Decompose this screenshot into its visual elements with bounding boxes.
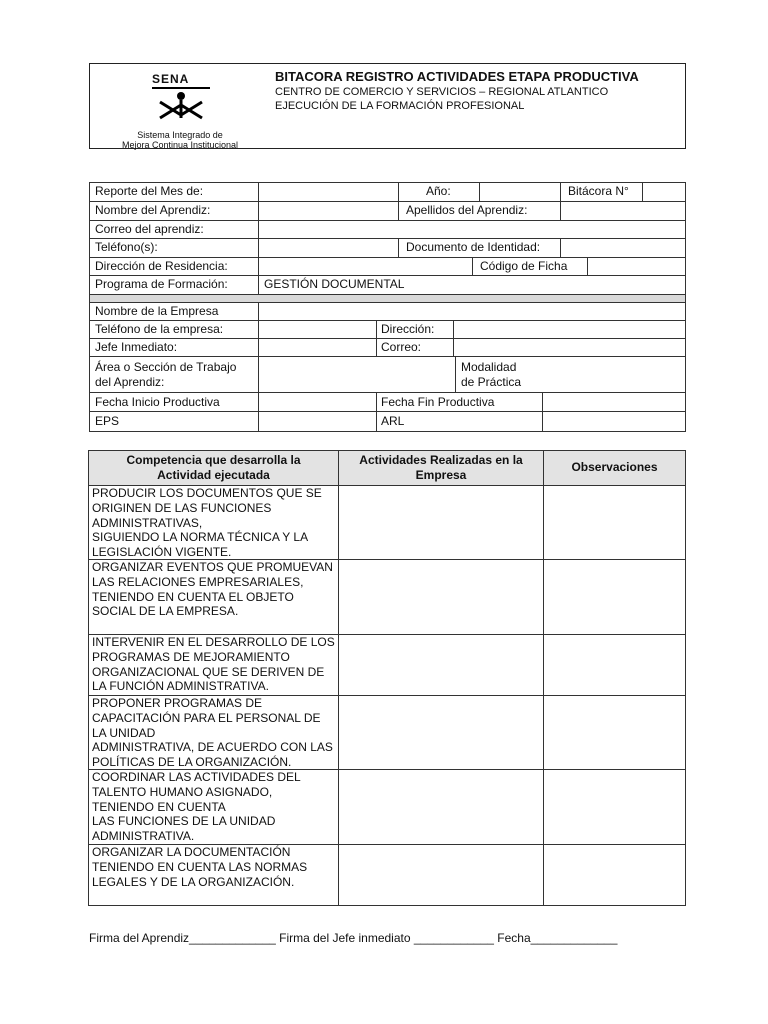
label-direccion: Dirección: [381, 322, 435, 336]
label-reporte-mes: Reporte del Mes de: [95, 184, 204, 198]
label-area-1: Área o Sección de Trabajo [95, 360, 237, 374]
competencia-row-5: COORDINAR LAS ACTIVIDADES DEL TALENTO HUMANO ASIGNADO, TENIENDO EN CUENTA LAS FUNCIONES DE LA UNIDAD ADMINISTRATIVA. [92, 770, 301, 844]
programa-value: GESTIÓN DOCUMENTAL [264, 277, 405, 291]
label-jefe: Jefe Inmediato: [95, 340, 178, 354]
label-direccion-residencia: Dirección de Residencia: [95, 259, 228, 273]
logo-subtitle-2: Mejora Continua Institucional [121, 140, 239, 150]
label-fecha-fin: Fecha Fin Productiva [381, 395, 495, 409]
logo-subtitle-1: Sistema Integrado de [137, 130, 223, 140]
header-competencia [89, 453, 338, 483]
label-documento: Documento de Identidad: [406, 240, 541, 254]
header-observaciones: Observaciones [571, 460, 658, 474]
competencia-row-4: PROPONER PROGRAMAS DE CAPACITACIÓN PARA EL PERSONAL DE LA UNIDAD ADMINISTRATIVA, DE ACUERDO CON LAS POLÍTICAS DE LA ORGANIZACIÓN. [92, 696, 333, 770]
document-title: BITACORA REGISTRO ACTIVIDADES ETAPA PRODUCTIVA [275, 69, 639, 84]
competencia-row-6: ORGANIZAR LA DOCUMENTACIÓN TENIENDO EN CUENTA LAS NORMAS LEGALES Y DE LA ORGANIZACIÓN. [92, 845, 308, 889]
label-eps: EPS [95, 414, 120, 428]
center-name: CENTRO DE COMERCIO Y SERVICIOS – REGIONAL ATLANTICO [275, 86, 609, 98]
label-bitacora: Bitácora N° [568, 184, 629, 198]
label-codigo-ficha: Código de Ficha [480, 259, 568, 273]
competencia-row-3: INTERVENIR EN EL DESARROLLO DE LOS PROGRAMAS DE MEJORAMIENTO ORGANIZACIONAL QUE SE DERIVEN DE LA FUNCIÓN ADMINISTRATIVA. [92, 635, 335, 694]
label-correo: Correo: [381, 340, 422, 354]
competencia-row-2: ORGANIZAR EVENTOS QUE PROMUEVAN LAS RELACIONES EMPRESARIALES, TENIENDO EN CUENTA EL OBJETO SOCIAL DE LA EMPRESA. [92, 560, 333, 619]
label-nombre-empresa: Nombre de la Empresa [95, 304, 219, 318]
label-arl: ARL [381, 414, 405, 428]
label-nombre-aprendiz: Nombre del Aprendiz: [95, 203, 211, 217]
label-apellidos-aprendiz: Apellidos del Aprendiz: [406, 203, 528, 217]
label-correo-aprendiz: Correo del aprendiz: [95, 222, 204, 236]
competencia-row-1: PRODUCIR LOS DOCUMENTOS QUE SE ORIGINEN DE LAS FUNCIONES ADMINISTRATIVAS, SIGUIENDO LA NORMA TÉCNICA Y LA LEGISLACIÓN VIGENTE. [92, 486, 322, 560]
header-actividades-line2: Empresa [415, 468, 467, 482]
label-telefono: Teléfono(s): [95, 240, 158, 254]
header-competencia-line2: Actividad ejecutada [157, 468, 270, 482]
logo-word: SENA [152, 72, 190, 86]
label-modalidad-1: Modalidad [461, 360, 517, 374]
formation-line: EJECUCIÓN DE LA FORMACIÓN PROFESIONAL [275, 100, 525, 112]
header-actividades [339, 453, 543, 483]
label-area-2: del Aprendiz: [95, 375, 165, 389]
header-competencia-line1: Competencia que desarrolla la [126, 453, 301, 467]
label-modalidad-2: de Práctica [461, 375, 522, 389]
label-fecha-inicio: Fecha Inicio Productiva [95, 395, 220, 409]
label-programa: Programa de Formación: [95, 277, 228, 291]
header-actividades-line1: Actividades Realizadas en la [359, 453, 523, 467]
signature-line: Firma del Aprendiz_____________ Firma del Jefe inmediato ____________ Fecha_____________ [89, 931, 618, 945]
label-anio: Año: [426, 184, 451, 198]
label-telefono-empresa: Teléfono de la empresa: [95, 322, 224, 336]
